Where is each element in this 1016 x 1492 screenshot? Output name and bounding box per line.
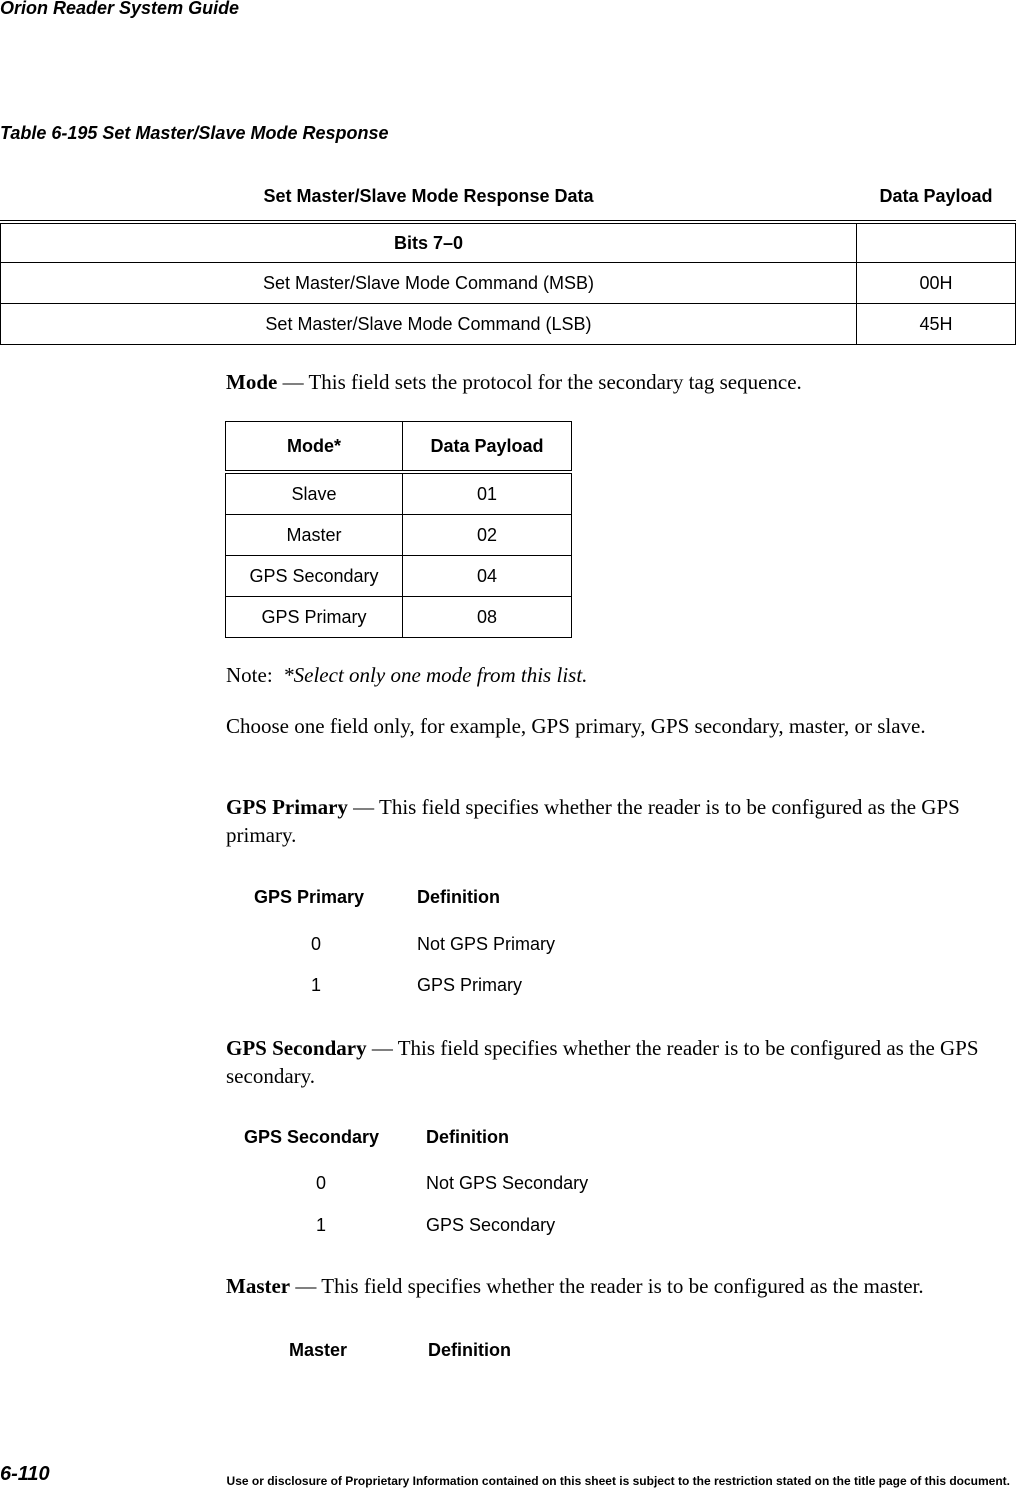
gps-primary-definition: GPS Primary (417, 975, 523, 995)
note (226, 661, 1006, 689)
table-cell-mode: GPS Primary (226, 597, 403, 638)
gps-secondary-definition-header: Definition (426, 1127, 509, 1147)
table-cell-value: 01 (403, 472, 572, 515)
master-col-header: Master (289, 1340, 348, 1360)
gps-primary-definition: Not GPS Primary (417, 934, 556, 954)
table-cell-value: 04 (403, 556, 572, 597)
table-cell-mode: Slave (226, 472, 403, 515)
gps-primary-definition-header: Definition (417, 887, 500, 907)
gps-secondary-definition: GPS Secondary (426, 1215, 556, 1235)
table-cell-label: Set Master/Slave Mode Command (LSB) (1, 304, 857, 345)
gps-secondary-definition: Not GPS Secondary (426, 1173, 589, 1193)
table-cell-label: Set Master/Slave Mode Command (MSB) (1, 263, 857, 304)
table-row (1, 263, 1016, 304)
gps-secondary-description: — This field specifies whether the reader is to be configured as the GPS secondary. (226, 1036, 979, 1088)
table-cell-value: 45H (857, 304, 1016, 345)
mode-term: Mode (226, 370, 278, 394)
gps-primary-term: GPS Primary (226, 795, 348, 819)
mode-table (225, 421, 572, 638)
gps-primary-value: 0 (311, 934, 322, 954)
table-row (226, 556, 572, 597)
table-cell-mode: Master (226, 515, 403, 556)
table-cell-mode: GPS Secondary (226, 556, 403, 597)
column-header-mode: Mode* (226, 422, 403, 473)
note-text: *Select only one mode from this list. (283, 663, 588, 687)
master-description: — This field specifies whether the reader is to be configured as the master. (290, 1274, 924, 1298)
choose-paragraph: Choose one field only, for example, GPS primary, GPS secondary, master, or slave. (226, 714, 926, 738)
mode-response-table (0, 173, 1016, 345)
table-row (1, 304, 1016, 345)
master-term: Master (226, 1274, 291, 1298)
gps-primary-col-header: GPS Primary (254, 887, 365, 907)
mode-paragraph (226, 368, 1006, 396)
gps-secondary-paragraph (226, 1034, 1006, 1090)
table-row (226, 472, 572, 515)
table-cell-value: 00H (857, 263, 1016, 304)
gps-primary-description: — This field specifies whether the reader is to be configured as the GPS primary. (226, 795, 960, 847)
table-row (226, 597, 572, 638)
gps-secondary-value: 0 (316, 1173, 327, 1193)
master-definition-header: Definition (428, 1340, 511, 1360)
mode-description: — This field sets the protocol for the secondary tag sequence. (277, 370, 802, 394)
gps-secondary-value: 1 (316, 1215, 327, 1235)
column-header-response-data: Set Master/Slave Mode Response Data (1, 173, 857, 222)
column-header-data-payload: Data Payload (857, 173, 1016, 222)
table-header-row (226, 422, 572, 473)
gps-primary-paragraph (226, 793, 1006, 849)
bits-subheader: Bits 7–0 (1, 222, 857, 263)
table-cell-value: 08 (403, 597, 572, 638)
proprietary-notice: Use or disclosure of Proprietary Information contained on this sheet is subject to the restriction stated on the title page of this document. (226, 1474, 1010, 1488)
gps-primary-value: 1 (311, 975, 322, 995)
table-cell-value: 02 (403, 515, 572, 556)
empty-cell (857, 222, 1016, 263)
note-prefix: Note: (226, 663, 284, 687)
master-paragraph (226, 1272, 1006, 1300)
gps-secondary-col-header: GPS Secondary (244, 1127, 380, 1147)
table-header-row (1, 173, 1016, 222)
gps-secondary-term: GPS Secondary (226, 1036, 367, 1060)
table-row (226, 515, 572, 556)
table-row (1, 222, 1016, 263)
table-caption: Table 6-195 Set Master/Slave Mode Response (0, 123, 389, 143)
column-header-data-payload: Data Payload (403, 422, 572, 473)
running-header: Orion Reader System Guide (0, 0, 240, 18)
page-number: 6-110 (0, 1463, 50, 1485)
